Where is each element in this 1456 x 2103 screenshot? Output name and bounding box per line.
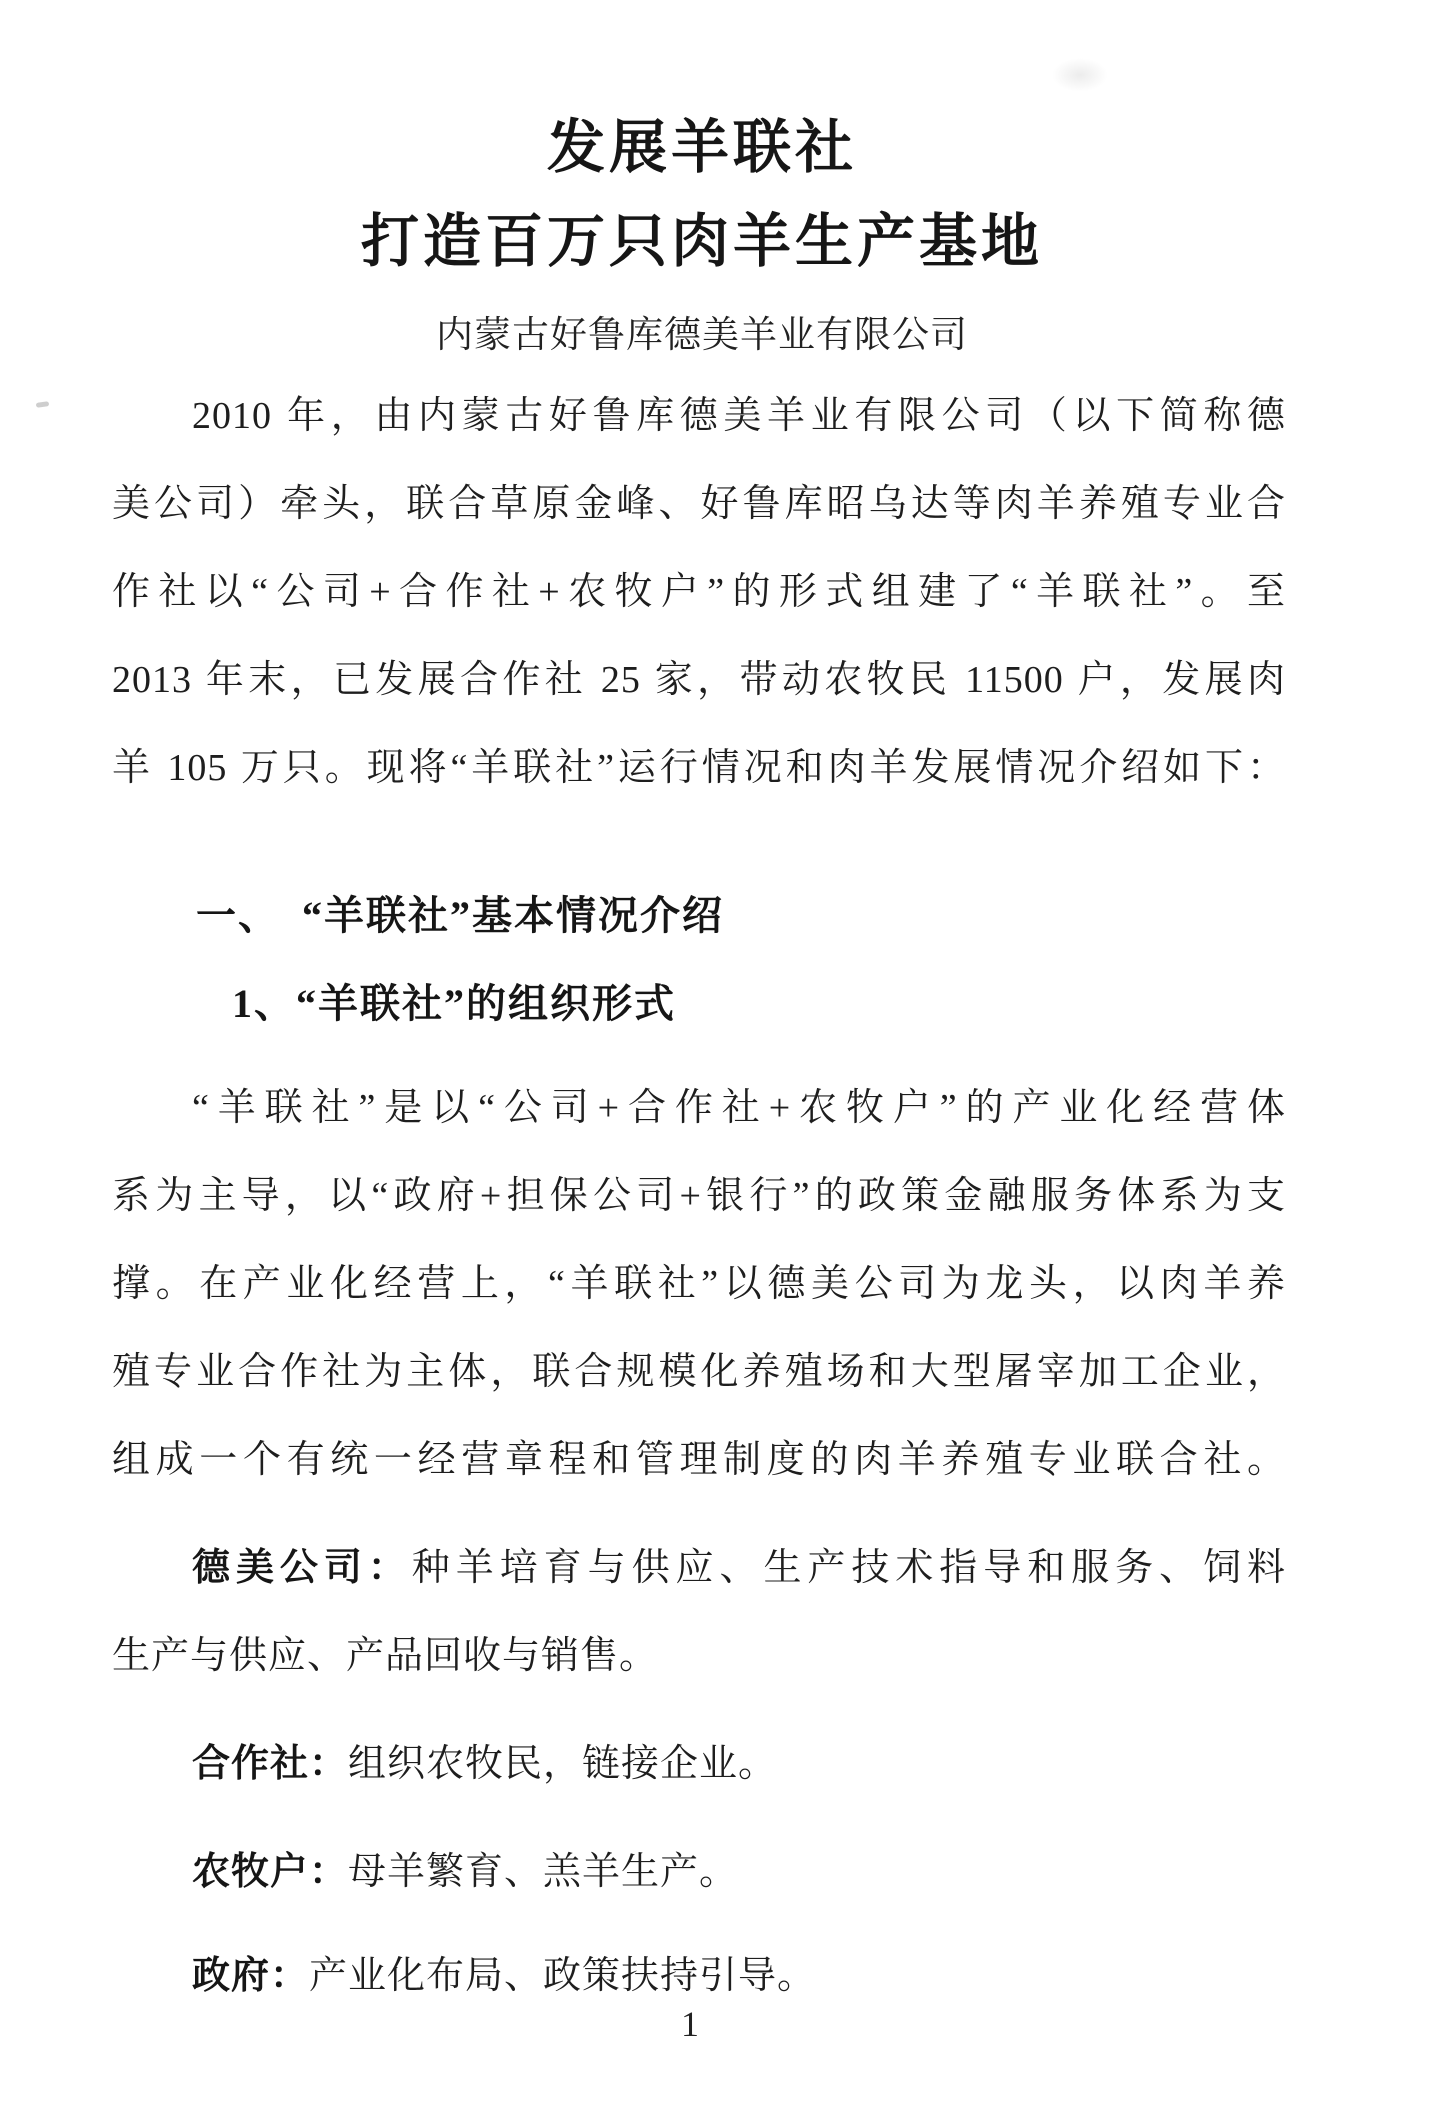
section-heading-1: 一、 “羊联社”基本情况介绍 <box>196 893 724 938</box>
company-name-subtitle: 内蒙古好鲁库德美羊业有限公司 <box>436 315 968 356</box>
role-paragraph-demei <box>112 1524 1286 1700</box>
paragraph-line: 组成一个有统一经营章程和管理制度的肉羊养殖专业联合社。 <box>112 1439 1286 1481</box>
scan-artifact-smudge <box>1052 58 1108 92</box>
role-text: 产业化布局、政策扶持引导。 <box>309 1955 817 1997</box>
document-header <box>0 112 1456 360</box>
document-title-line-1: 发展羊联社 <box>546 115 857 180</box>
role-text: 种羊培育与供应、生产技术指导和服务、饲料 <box>411 1547 1286 1589</box>
document-title-line-2: 打造百万只肉羊生产基地 <box>360 209 1043 274</box>
paragraph-line: 2010 年，由内蒙古好鲁库德美羊业有限公司（以下简称德 <box>192 395 1286 437</box>
role-label: 德美公司： <box>192 1547 412 1589</box>
paragraph-line <box>112 1720 1286 1808</box>
paragraph-line: 撑。在产业化经营上，“羊联社”以德美公司为龙头，以肉羊养 <box>112 1263 1286 1305</box>
role-text: 组织农牧民，链接企业。 <box>348 1743 778 1785</box>
paragraph-line <box>112 1524 1286 1612</box>
paragraph-line: 2013 年末，已发展合作社 25 家，带动农牧民 11500 户，发展肉 <box>112 659 1286 701</box>
paragraph-line: “羊联社”是以“公司+合作社+农牧户”的产业化经营体 <box>192 1087 1286 1129</box>
paragraph-line <box>112 1828 1286 1916</box>
scan-artifact-dash <box>36 401 50 408</box>
role-label: 农牧户： <box>192 1851 349 1893</box>
role-paragraph-nongmuhu <box>112 1828 1286 1916</box>
role-label: 政府： <box>192 1955 310 1997</box>
paragraph-line: 作社以“公司+合作社+农牧户”的形式组建了“羊联社”。至 <box>112 571 1286 613</box>
paragraph-line: 生产与供应、产品回收与销售。 <box>112 1635 659 1677</box>
role-label: 合作社： <box>192 1743 349 1785</box>
organization-paragraph <box>112 1064 1286 1504</box>
role-text: 母羊繁育、羔羊生产。 <box>348 1851 739 1893</box>
section-heading-1-1: 1、“羊联社”的组织形式 <box>232 981 676 1026</box>
paragraph-line: 殖专业合作社为主体，联合规模化养殖场和大型屠宰加工企业， <box>112 1351 1286 1393</box>
paragraph-line: 美公司）牵头，联合草原金峰、好鲁库昭乌达等肉羊养殖专业合 <box>112 483 1286 525</box>
paragraph-line: 羊 105 万只。现将“羊联社”运行情况和肉羊发展情况介绍如下： <box>112 747 1286 789</box>
page-number: 1 <box>681 2004 699 2044</box>
document-body <box>112 372 1286 2020</box>
intro-paragraph <box>112 372 1286 812</box>
role-paragraph-hezuoshe <box>112 1720 1286 1808</box>
paragraph-line: 系为主导，以“政府+担保公司+银行”的政策金融服务体系为支 <box>112 1175 1286 1217</box>
